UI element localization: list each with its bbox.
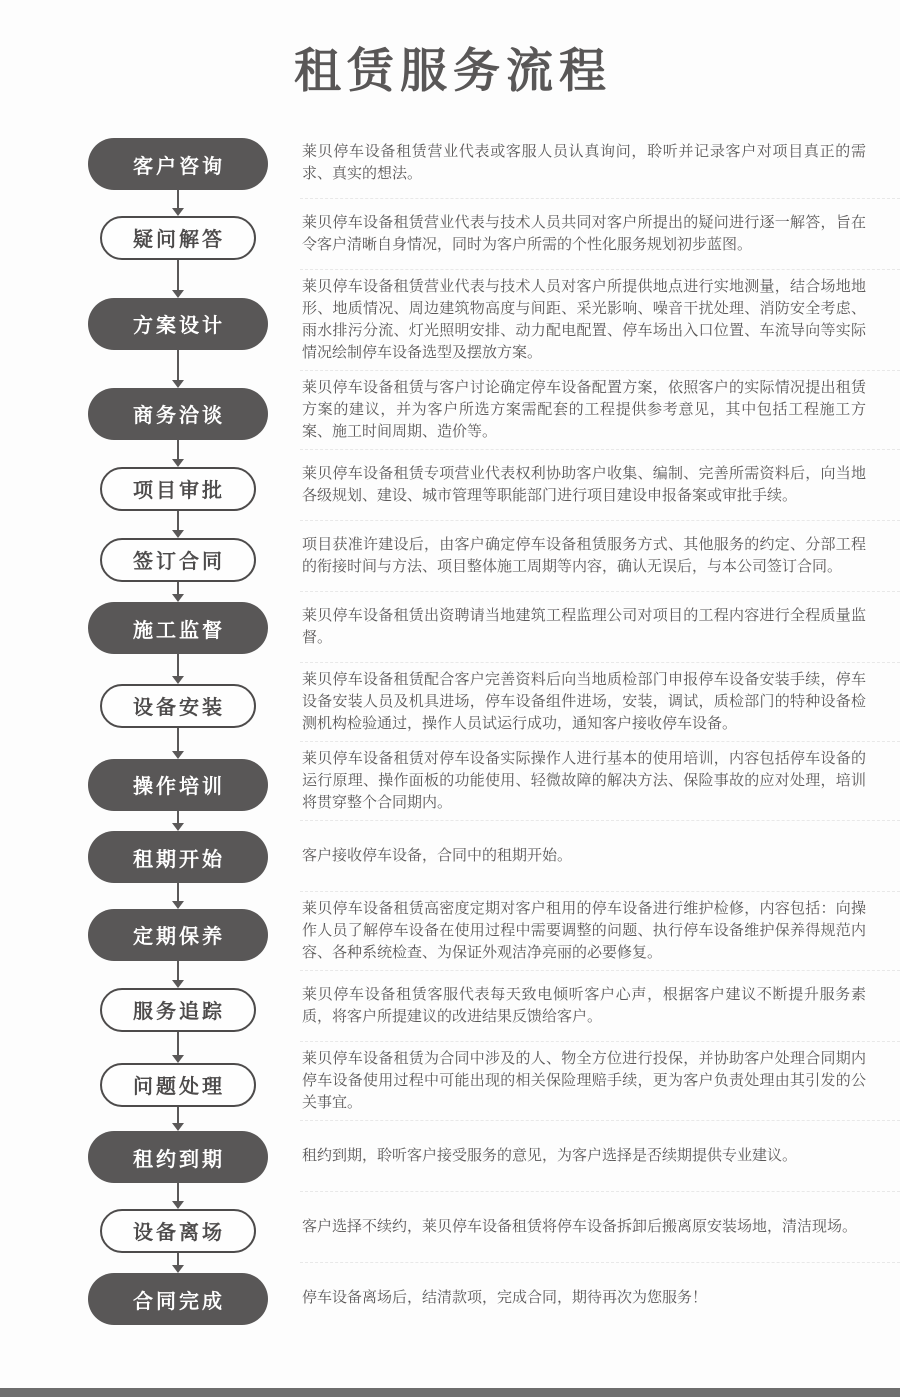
step-label: 客户咨询 bbox=[133, 155, 225, 178]
connector-line bbox=[177, 970, 179, 980]
connector-bottom bbox=[177, 883, 179, 891]
step-description-cell bbox=[300, 741, 900, 820]
connector-top bbox=[172, 820, 184, 831]
step-description-cell bbox=[300, 269, 900, 370]
connector-line bbox=[177, 883, 179, 891]
flow-rail bbox=[0, 970, 300, 1041]
flow-rail bbox=[0, 1120, 300, 1191]
step-description: 停车设备离场后，结清款项，完成合同，期待再次为您服务！ bbox=[302, 1289, 708, 1306]
flow-step bbox=[0, 520, 900, 591]
connector-bottom bbox=[177, 1253, 179, 1263]
arrow-down-icon bbox=[172, 980, 184, 988]
connector-top bbox=[172, 1191, 184, 1209]
connector-line bbox=[177, 654, 179, 662]
step-description-cell bbox=[300, 591, 900, 662]
step-label: 合同完成 bbox=[133, 1290, 225, 1313]
connector-line bbox=[177, 582, 179, 592]
connector-top bbox=[172, 1262, 184, 1273]
flow-step bbox=[0, 449, 900, 520]
step-pill bbox=[100, 467, 256, 511]
flow-rail bbox=[0, 1041, 300, 1120]
step-label: 租约到期 bbox=[133, 1148, 225, 1171]
step-label: 施工监督 bbox=[133, 619, 225, 642]
connector-bottom bbox=[177, 350, 179, 371]
step-label: 项目审批 bbox=[133, 480, 225, 502]
connector-bottom bbox=[177, 961, 179, 971]
arrow-down-icon bbox=[172, 290, 184, 298]
connector-line bbox=[177, 1191, 179, 1201]
step-label: 服务追踪 bbox=[133, 1001, 225, 1023]
connector-bottom bbox=[177, 1032, 179, 1042]
connector-line bbox=[177, 1107, 179, 1121]
flow-step bbox=[0, 662, 900, 741]
connector-line bbox=[177, 511, 179, 521]
connector-top bbox=[172, 741, 184, 759]
arrow-down-icon bbox=[172, 823, 184, 831]
connector-line bbox=[177, 269, 179, 290]
flow-rail bbox=[0, 449, 300, 520]
connector-top bbox=[172, 970, 184, 988]
flow-step bbox=[0, 198, 900, 269]
arrow-down-icon bbox=[172, 1201, 184, 1209]
step-description: 莱贝停车设备租赁营业代表或客服人员认真询问，聆听并记录客户对项目真正的需求、真实的想法。 bbox=[302, 142, 866, 182]
connector-line bbox=[177, 198, 179, 208]
arrow-down-icon bbox=[172, 1123, 184, 1131]
step-pill bbox=[88, 909, 268, 961]
flow-step bbox=[0, 1041, 900, 1120]
step-label: 租期开始 bbox=[133, 848, 225, 871]
step-description: 莱贝停车设备租赁高密度定期对客户租用的停车设备进行维护检修，内容包括：向操作人员了解停车设备在使用过程中需要调整的问题、执行停车设备维护保养得规范内容、各种系统检查、为保证外观洁净亮丽的必要修复。 bbox=[302, 900, 866, 961]
step-label: 商务洽谈 bbox=[133, 405, 225, 427]
connector-line bbox=[177, 811, 179, 821]
connector-line bbox=[177, 449, 179, 459]
connector-line bbox=[177, 1183, 179, 1191]
footer-bar bbox=[0, 1388, 900, 1397]
step-description-cell bbox=[300, 820, 900, 891]
step-description-cell bbox=[300, 1041, 900, 1120]
step-pill bbox=[100, 684, 256, 728]
step-pill bbox=[100, 538, 256, 582]
connector-line bbox=[177, 741, 179, 751]
connector-top bbox=[172, 269, 184, 298]
step-description: 莱贝停车设备租赁营业代表与技术人员对客户所提供地点进行实地测量，结合场地地形、地质情况、周边建筑物高度与间距、采光影响、噪音干扰处理、消防安全考虑、雨水排污分流、灯光照明安排、动力配电配置、停车场出入口位置、车流导向等实际情况绘制停车设备选型及摆放方案。 bbox=[302, 278, 866, 361]
step-label: 操作培训 bbox=[133, 776, 225, 798]
step-pill bbox=[88, 831, 268, 883]
step-description-cell bbox=[300, 1120, 900, 1191]
connector-bottom bbox=[177, 582, 179, 592]
connector-line bbox=[177, 1041, 179, 1055]
step-pill bbox=[100, 216, 256, 260]
connector-top bbox=[172, 198, 184, 216]
connector-bottom bbox=[177, 190, 179, 198]
flow-step bbox=[0, 370, 900, 449]
step-label: 定期保养 bbox=[133, 926, 225, 948]
flow-rail bbox=[0, 820, 300, 891]
arrow-down-icon bbox=[172, 380, 184, 388]
flow-step bbox=[0, 591, 900, 662]
step-pill bbox=[88, 1273, 268, 1325]
step-label: 问题处理 bbox=[133, 1076, 225, 1098]
connector-bottom bbox=[177, 654, 179, 662]
step-description-cell bbox=[300, 1191, 900, 1262]
arrow-down-icon bbox=[172, 594, 184, 602]
step-pill bbox=[100, 1209, 256, 1253]
step-description-cell bbox=[300, 520, 900, 591]
flow-rail bbox=[0, 370, 300, 449]
step-label: 方案设计 bbox=[133, 315, 225, 337]
connector-line bbox=[177, 1032, 179, 1042]
flow-rail bbox=[0, 269, 300, 370]
flow-rail bbox=[0, 1262, 300, 1333]
flow-step bbox=[0, 820, 900, 891]
connector-top bbox=[172, 891, 184, 909]
step-pill bbox=[88, 1131, 268, 1183]
flow-rail bbox=[0, 591, 300, 662]
connector-line bbox=[177, 961, 179, 971]
flow-rail bbox=[0, 520, 300, 591]
flow-step bbox=[0, 1120, 900, 1191]
connector-bottom bbox=[177, 511, 179, 521]
flow-rail bbox=[0, 127, 300, 198]
flow-rail bbox=[0, 1191, 300, 1262]
flow-rail bbox=[0, 662, 300, 741]
step-description: 莱贝停车设备租赁营业代表与技术人员共同对客户所提出的疑问进行逐一解答，旨在令客户清晰自身情况，同时为客户所需的个性化服务规划初步蓝图。 bbox=[302, 214, 866, 253]
flow-rail bbox=[0, 741, 300, 820]
step-pill bbox=[88, 388, 268, 440]
connector-bottom bbox=[177, 1183, 179, 1191]
connector-line bbox=[177, 520, 179, 530]
step-description-cell bbox=[300, 891, 900, 970]
step-description: 莱贝停车设备租赁客服代表每天致电倾听客户心声，根据客户建议不断提升服务素质，将客户所提建议的改进结果反馈给客户。 bbox=[302, 986, 866, 1025]
connector-bottom bbox=[177, 440, 179, 450]
arrow-down-icon bbox=[172, 901, 184, 909]
connector-bottom bbox=[177, 728, 179, 742]
step-label: 设备安装 bbox=[133, 697, 225, 719]
step-description-cell bbox=[300, 662, 900, 741]
arrow-down-icon bbox=[172, 1055, 184, 1063]
step-description-cell bbox=[300, 1262, 900, 1333]
connector-top bbox=[172, 662, 184, 684]
step-description-cell bbox=[300, 370, 900, 449]
connector-line bbox=[177, 1253, 179, 1263]
connector-line bbox=[177, 662, 179, 676]
step-description: 客户选择不续约，莱贝停车设备租赁将停车设备拆卸后搬离原安装场地，清洁现场。 bbox=[302, 1218, 858, 1235]
connector-line bbox=[177, 891, 179, 901]
flow-step bbox=[0, 741, 900, 820]
connector-top bbox=[172, 1041, 184, 1063]
step-description: 客户接收停车设备，合同中的租期开始。 bbox=[302, 847, 573, 864]
arrow-down-icon bbox=[172, 751, 184, 759]
connector-line bbox=[177, 728, 179, 742]
arrow-down-icon bbox=[172, 1265, 184, 1273]
connector-top bbox=[172, 370, 184, 388]
flow-rail bbox=[0, 198, 300, 269]
flow-step bbox=[0, 970, 900, 1041]
arrow-down-icon bbox=[172, 676, 184, 684]
flow-step bbox=[0, 269, 900, 370]
step-pill bbox=[100, 1063, 256, 1107]
step-description: 莱贝停车设备租赁对停车设备实际操作人进行基本的使用培训，内容包括停车设备的运行原理、操作面板的功能使用、轻微故障的解决方法、保险事故的应对处理，培训将贯穿整个合同期内。 bbox=[302, 750, 866, 811]
flow-step bbox=[0, 127, 900, 198]
flow-step bbox=[0, 1262, 900, 1333]
connector-bottom bbox=[177, 1107, 179, 1121]
connector-top bbox=[172, 449, 184, 467]
flow-rail bbox=[0, 891, 300, 970]
step-description: 莱贝停车设备租赁出资聘请当地建筑工程监理公司对项目的工程内容进行全程质量监督。 bbox=[302, 607, 866, 646]
page-title: 租赁服务流程 bbox=[294, 44, 612, 97]
step-pill bbox=[100, 988, 256, 1032]
step-pill bbox=[88, 759, 268, 811]
step-description: 莱贝停车设备租赁专项营业代表权利协助客户收集、编制、完善所需资料后，向当地各级规划、建设、城市管理等职能部门进行项目建设申报备案或审批手续。 bbox=[302, 465, 866, 504]
connector-bottom bbox=[177, 811, 179, 821]
connector-line bbox=[177, 260, 179, 270]
step-description: 项目获准许建设后，由客户确定停车设备租赁服务方式、其他服务的约定、分部工程的衔接时间与方法、项目整体施工周期等内容，确认无误后，与本公司签订合同。 bbox=[302, 536, 866, 575]
arrow-down-icon bbox=[172, 208, 184, 216]
step-pill bbox=[88, 138, 268, 190]
connector-top bbox=[172, 520, 184, 538]
flow-step bbox=[0, 1191, 900, 1262]
flow bbox=[0, 125, 900, 1333]
step-description-cell bbox=[300, 970, 900, 1041]
connector-line bbox=[177, 440, 179, 450]
arrow-down-icon bbox=[172, 530, 184, 538]
step-label: 签订合同 bbox=[133, 551, 225, 573]
step-label: 疑问解答 bbox=[133, 229, 225, 251]
step-description-cell bbox=[300, 127, 900, 198]
connector-line bbox=[177, 190, 179, 198]
step-description: 租约到期，聆听客户接受服务的意见，为客户选择是否续期提供专业建议。 bbox=[302, 1147, 798, 1164]
flow-step bbox=[0, 891, 900, 970]
connector-line bbox=[177, 350, 179, 371]
step-description: 莱贝停车设备租赁与客户讨论确定停车设备配置方案，依照客户的实际情况提出租赁方案的建议，并为客户所选方案需配套的工程提供参考意见，其中包括工程施工方案、施工时间周期、造价等。 bbox=[302, 379, 866, 440]
step-pill bbox=[88, 298, 268, 350]
step-description-cell bbox=[300, 198, 900, 269]
connector-line bbox=[177, 370, 179, 380]
connector-bottom bbox=[177, 260, 179, 270]
step-pill bbox=[88, 602, 268, 654]
step-description: 莱贝停车设备租赁配合客户完善资料后向当地质检部门申报停车设备安装手续，停车设备安装人员及机具进场，停车设备组件进场，安装，调试，质检部门的特种设备检测机构检验通过，操作人员试运行成功，通知客户接收停车设备。 bbox=[302, 671, 866, 732]
step-description-cell bbox=[300, 449, 900, 520]
step-description: 莱贝停车设备租赁为合同中涉及的人、物全方位进行投保，并协助客户处理合同期内停车设备使用过程中可能出现的相关保险理赔手续，更为客户负责处理由其引发的公关事宜。 bbox=[302, 1050, 866, 1111]
connector-top bbox=[172, 591, 184, 602]
connector-top bbox=[172, 1120, 184, 1131]
arrow-down-icon bbox=[172, 459, 184, 467]
step-label: 设备离场 bbox=[133, 1222, 225, 1244]
